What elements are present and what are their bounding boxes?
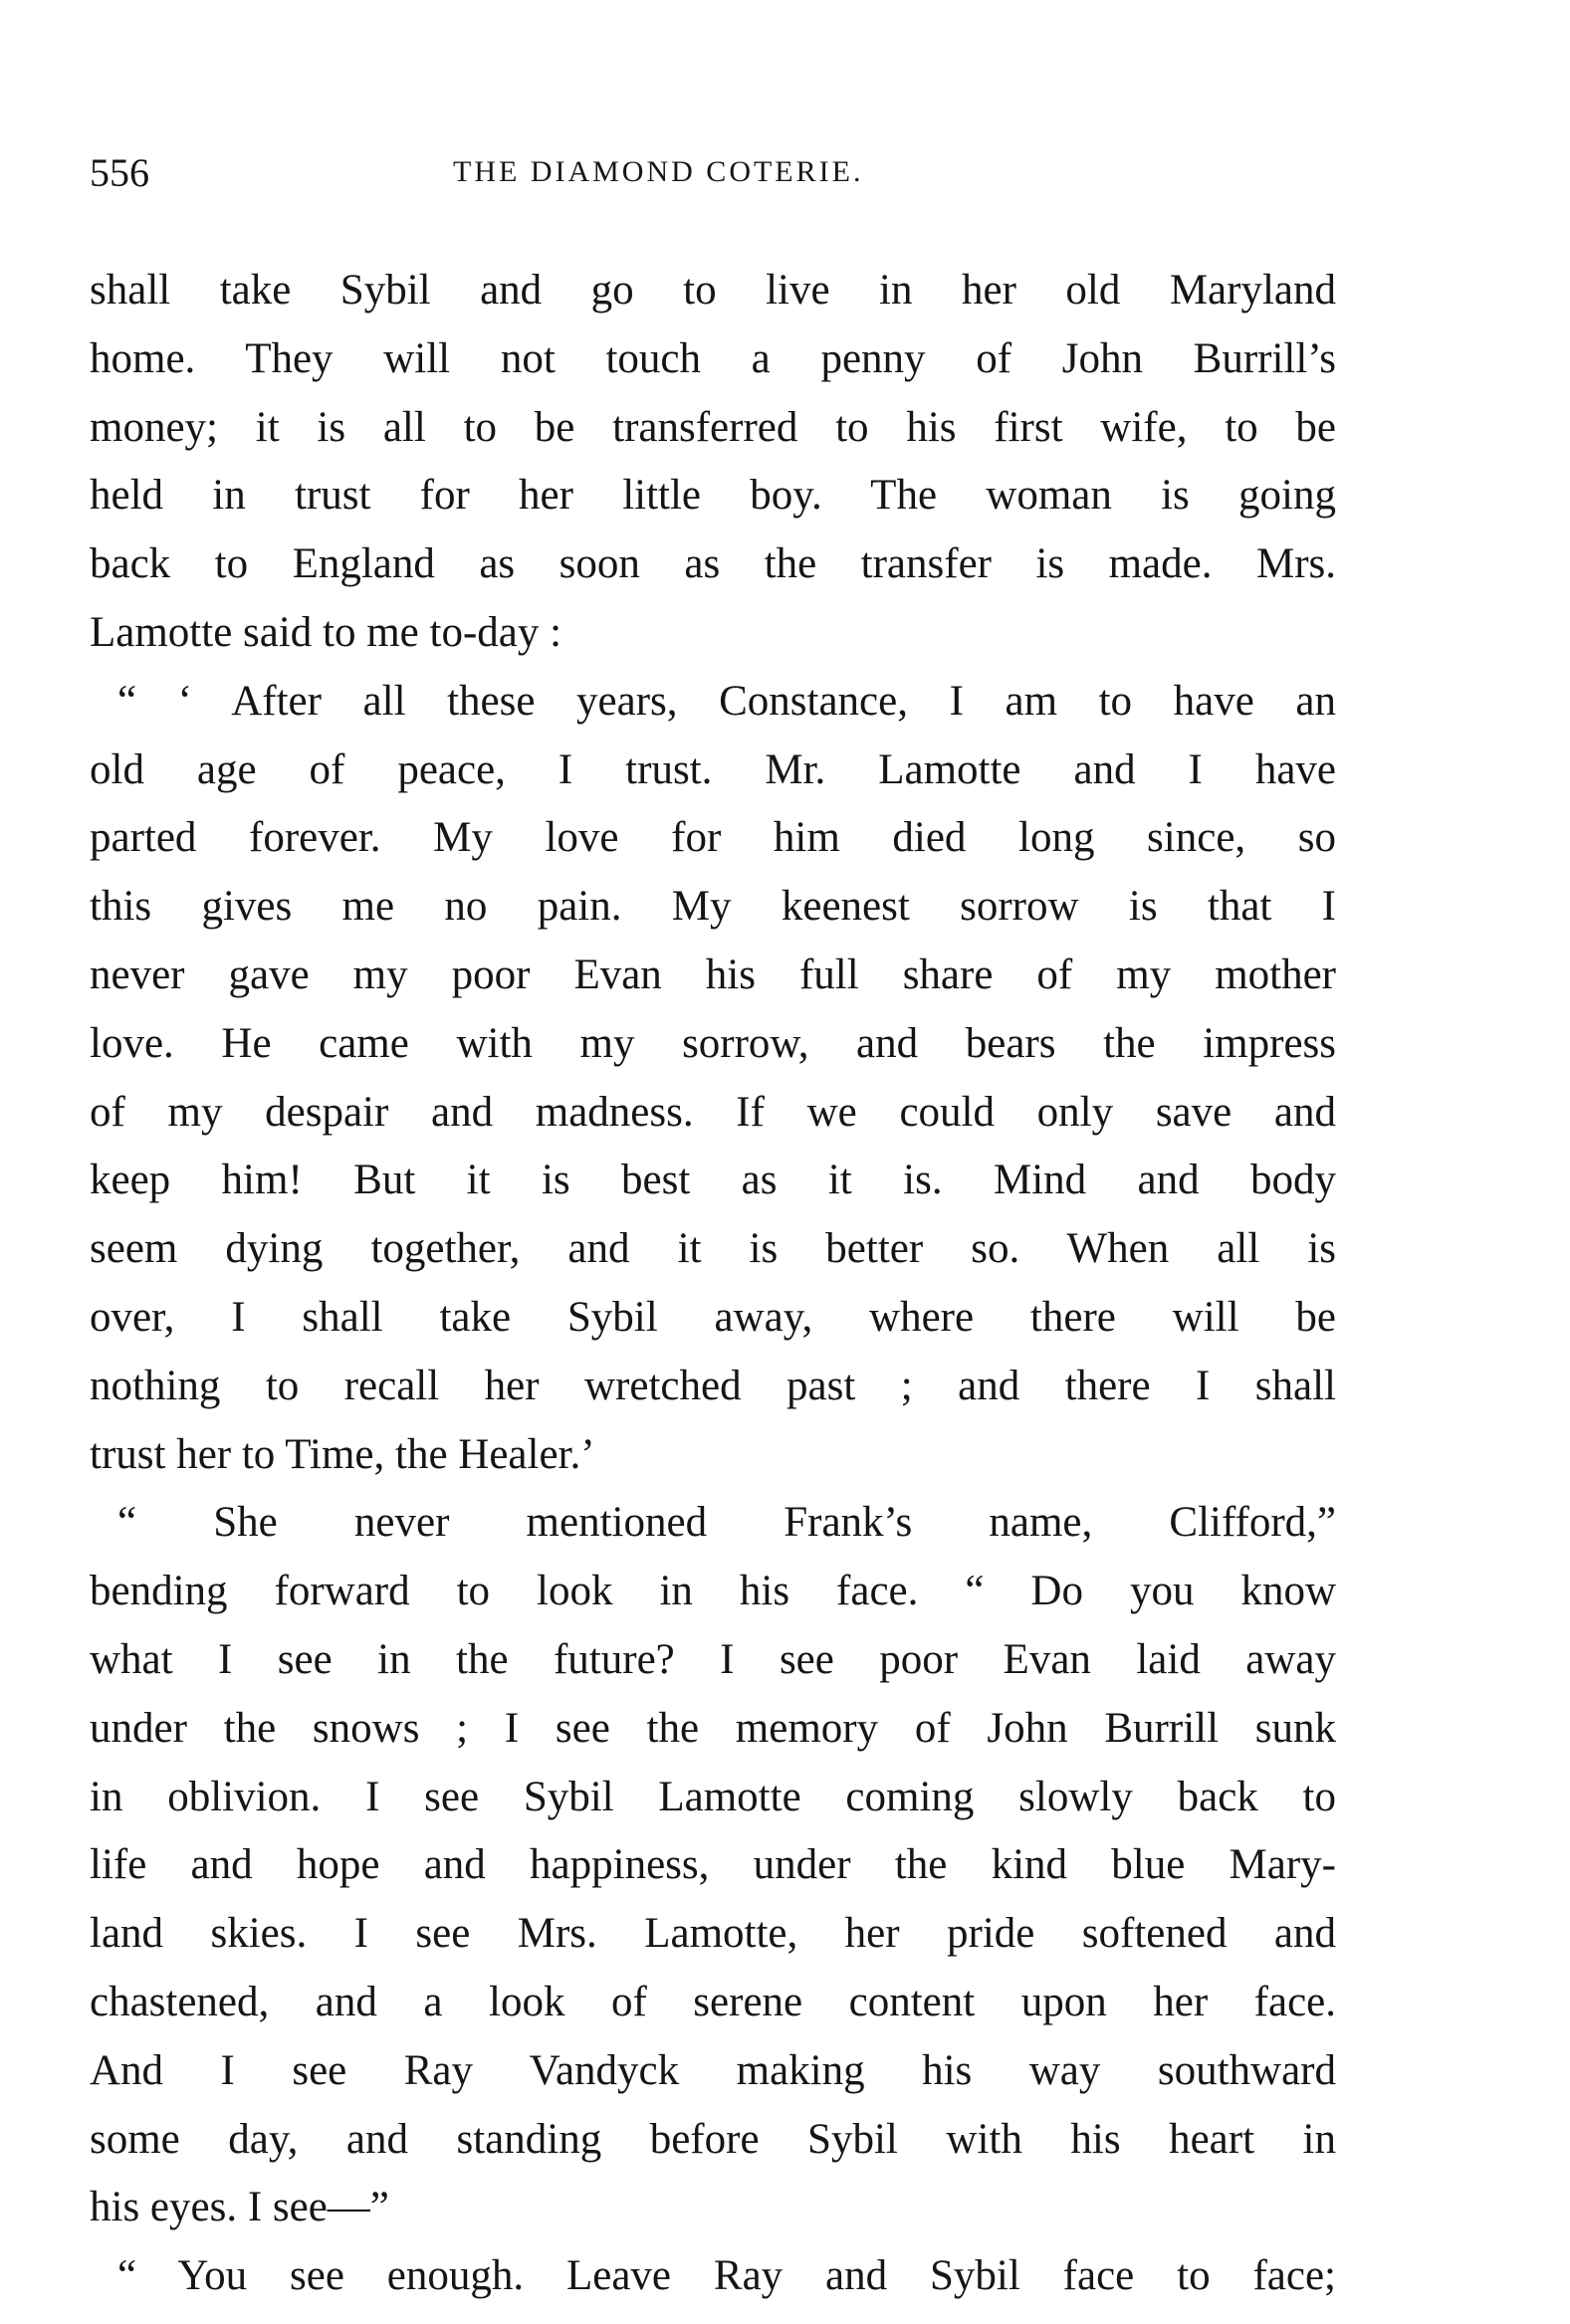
text-line: land skies. I see Mrs. Lamotte, her pride softened and	[90, 1910, 1336, 1958]
text-line: seem dying together, and it is better so. When all is	[90, 1225, 1336, 1273]
text-line: in oblivion. I see Sybil Lamotte coming slowly back to	[90, 1773, 1336, 1820]
text-line: money; it is all to be transferred to his first wife, to be	[90, 403, 1336, 451]
text-line: over, I shall take Sybil away, where there will be	[90, 1293, 1336, 1341]
text-line: held in trust for her little boy. The woman is going	[90, 472, 1336, 520]
text-line: keep him! But it is best as it is. Mind and body	[90, 1157, 1336, 1204]
text-line: “ ‘ After all these years, Constance, I am to have an	[117, 677, 1336, 725]
text-line: what I see in the future? I see poor Evan laid away	[90, 1635, 1336, 1683]
text-line: Lamotte said to me to-day :	[90, 608, 562, 656]
text-line: this gives me no pain. My keenest sorrow is that I	[90, 883, 1336, 931]
text-line: old age of peace, I trust. Mr. Lamotte and I have	[90, 745, 1336, 793]
running-title: THE DIAMOND COTERIE.	[453, 155, 864, 188]
text-line: life and hope and happiness, under the kind blue Mary-	[90, 1841, 1336, 1889]
text-line: nothing to recall her wretched past ; and there I shall	[90, 1362, 1336, 1409]
text-line: his eyes. I see—”	[90, 2184, 389, 2231]
text-line: back to England as soon as the transfer is made. Mrs.	[90, 540, 1336, 588]
text-line: And I see Ray Vandyck making his way southward	[90, 2046, 1336, 2094]
running-header	[90, 149, 1334, 199]
text-line: trust her to Time, the Healer.’	[90, 1430, 595, 1478]
text-line: bending forward to look in his face. “ Do you know	[90, 1568, 1336, 1615]
text-line: of my despair and madness. If we could only save and	[90, 1088, 1336, 1136]
text-line: never gave my poor Evan his full share of my mother	[90, 951, 1336, 998]
text-line: “ She never mentioned Frank’s name, Clifford,”	[117, 1499, 1336, 1547]
page-number: 556	[90, 150, 149, 195]
text-line: under the snows ; I see the memory of John Burrill sunk	[90, 1704, 1336, 1752]
text-line: love. He came with my sorrow, and bears the impress	[90, 1019, 1336, 1067]
text-line: shall take Sybil and go to live in her old Maryland	[90, 267, 1336, 314]
page-body-text	[90, 257, 1336, 2311]
text-line: home. They will not touch a penny of John Burrill’s	[90, 334, 1336, 382]
text-line: “ You see enough. Leave Ray and Sybil face to face;	[117, 2252, 1336, 2300]
text-line: parted forever. My love for him died long since, so	[90, 814, 1336, 862]
text-line: chastened, and a look of serene content upon her face.	[90, 1978, 1336, 2025]
text-line: some day, and standing before Sybil with his heart in	[90, 2115, 1336, 2163]
